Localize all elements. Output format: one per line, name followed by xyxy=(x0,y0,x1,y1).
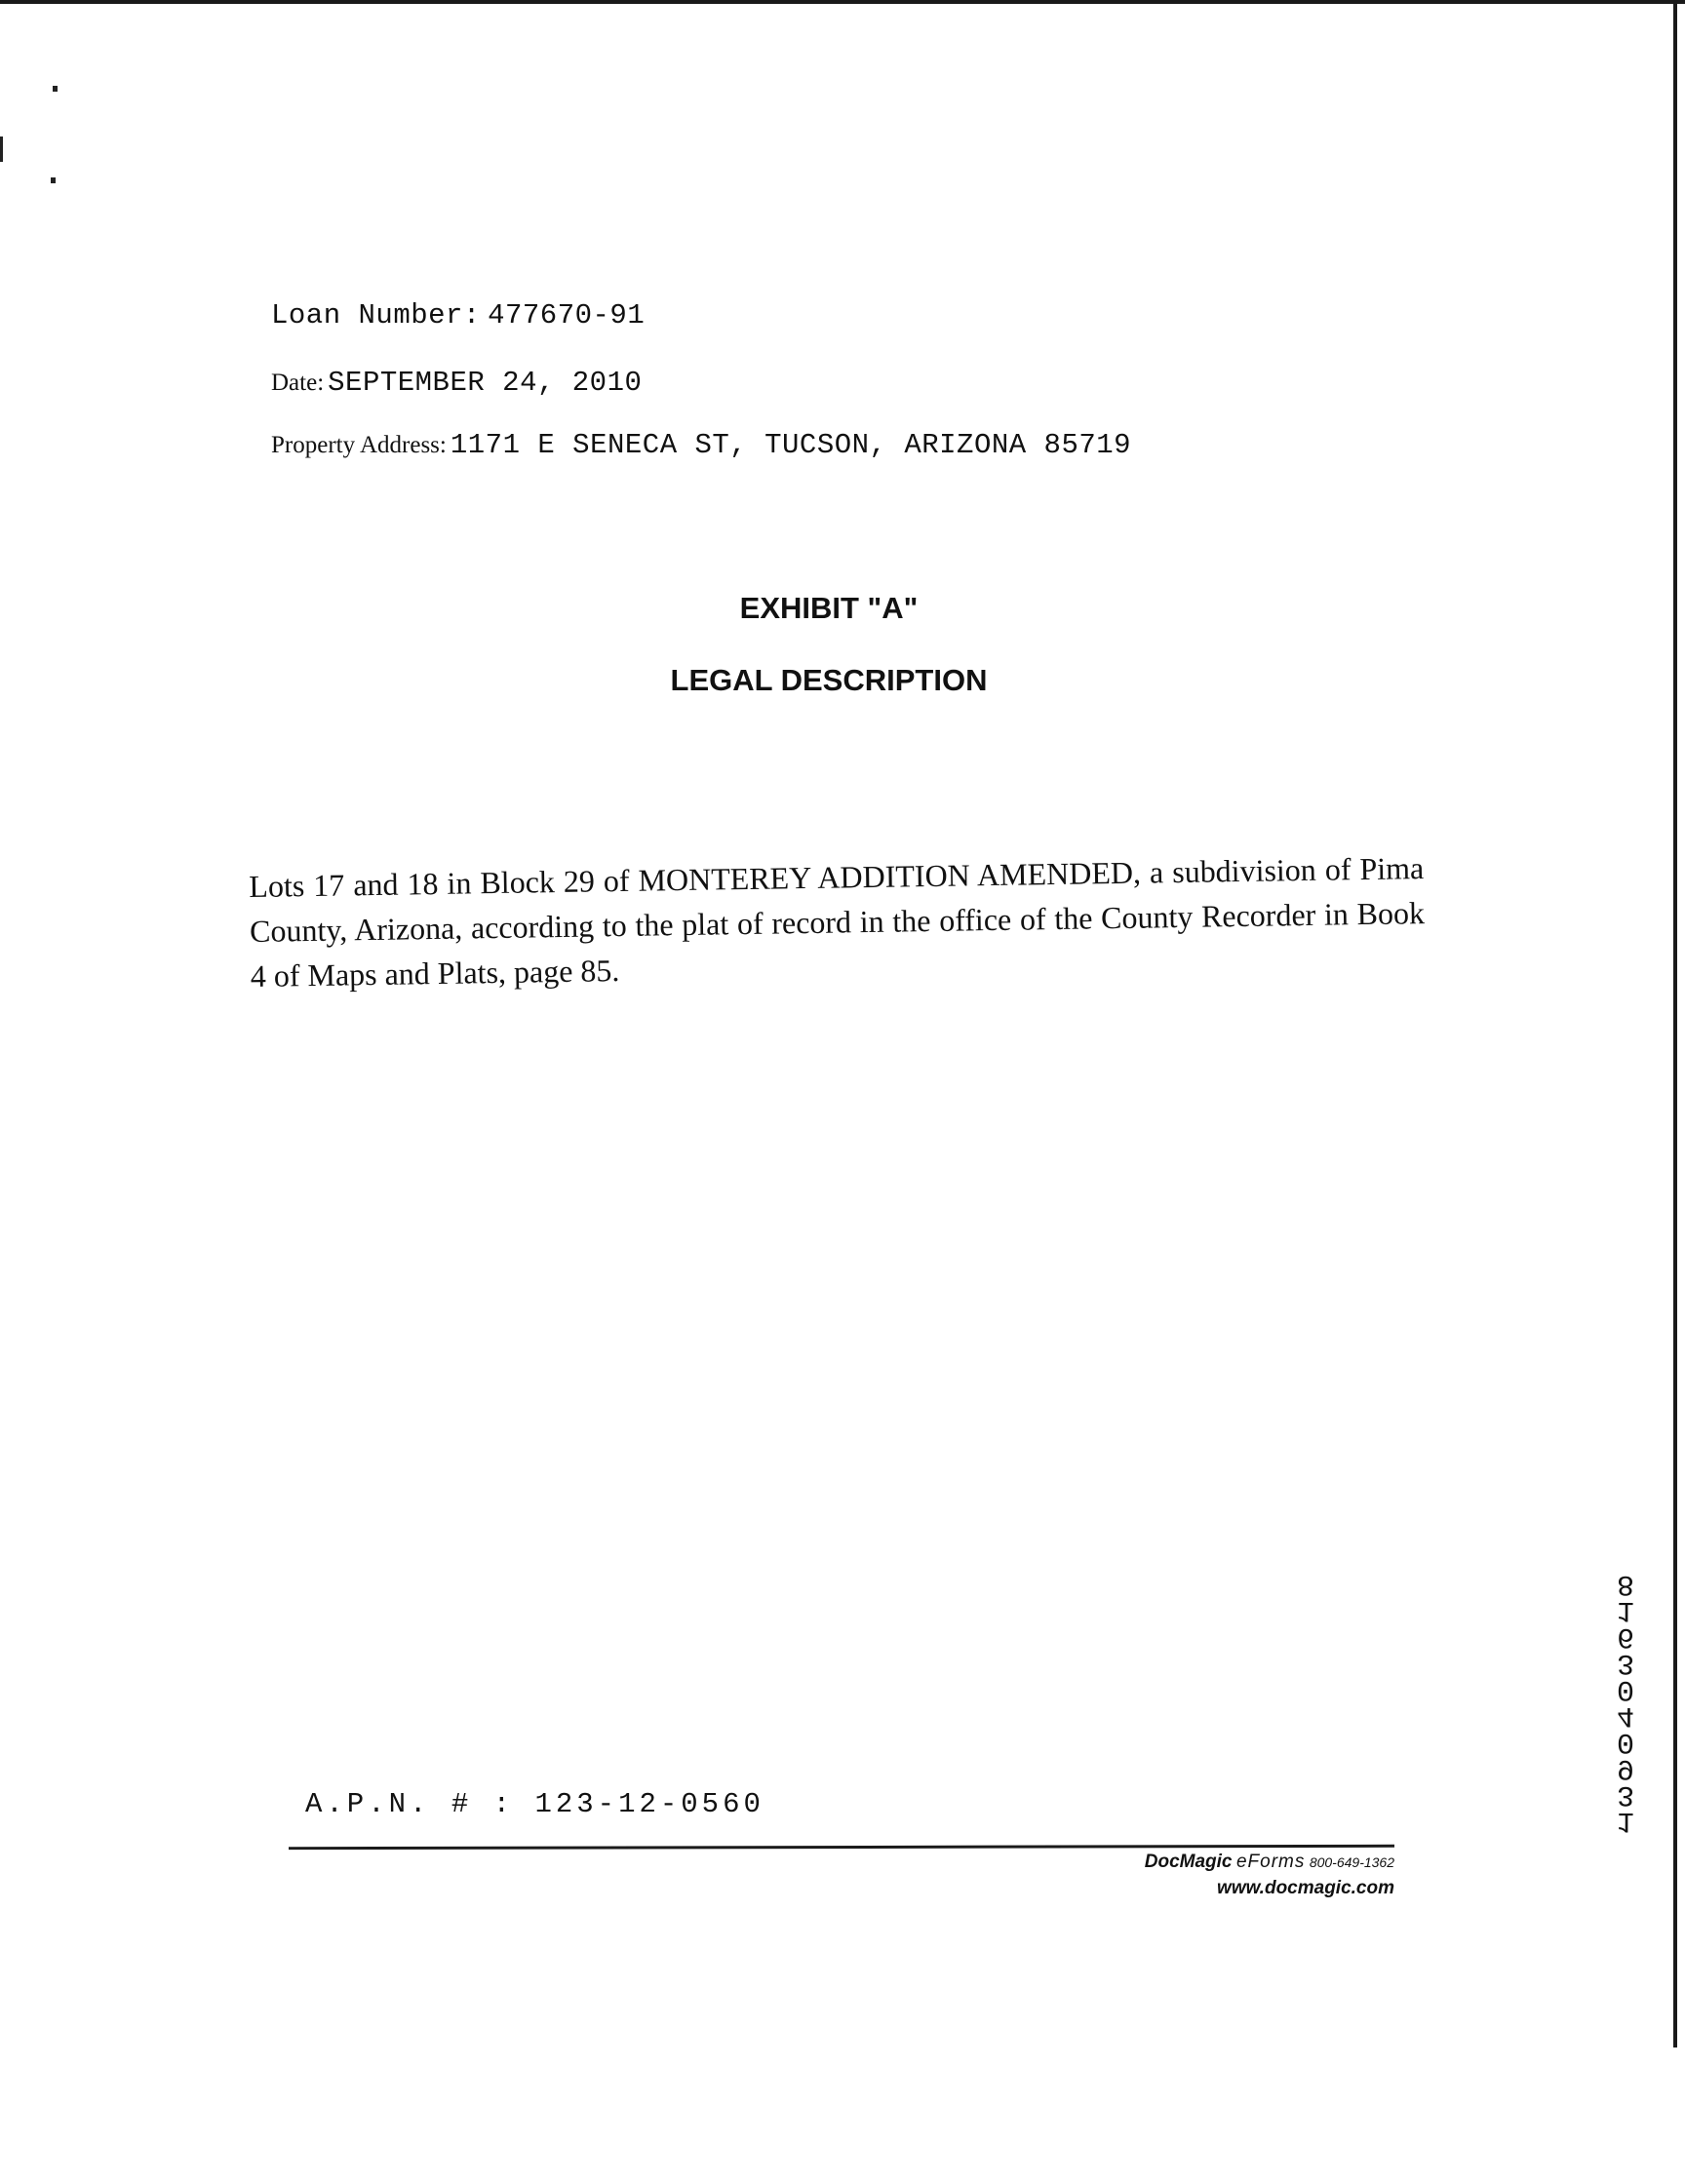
docmagic-brand-name: DocMagic xyxy=(1144,1852,1233,1872)
property-address-value: 1171 E SENECA ST, TUCSON, ARIZONA 85719 xyxy=(450,429,1132,461)
exhibit-heading: EXHIBIT "A" xyxy=(739,591,919,625)
docmagic-phone: 800-649-1362 xyxy=(1309,1854,1394,1870)
apn-label: A.P.N. # xyxy=(305,1788,473,1820)
loan-number-line xyxy=(271,298,645,332)
scan-border-right xyxy=(1673,0,1677,2048)
date-label: Date: xyxy=(271,370,325,396)
scan-speck xyxy=(0,136,3,162)
legal-description-text: Lots 17 and 18 in Block 29 of MONTEREY ADDITION AMENDED, a subdivision of Pima County, Arizona, according to the plat of record in the office of the County Recorder in Book 4 of Maps and Plats, page 85. xyxy=(249,850,1426,994)
docmagic-url: www.docmagic.com xyxy=(1217,1878,1394,1898)
docmagic-eforms-logo: eForms xyxy=(1235,1852,1306,1872)
legal-description-heading: LEGAL DESCRIPTION xyxy=(670,663,988,697)
scan-border-top xyxy=(0,0,1685,4)
recording-number-vertical: 13904 03618 xyxy=(1616,1567,1653,1837)
property-address-line xyxy=(271,429,1131,461)
loan-number-label: Loan Number: xyxy=(271,299,481,332)
apn-value: 123-12-0560 xyxy=(534,1788,764,1820)
scan-speck xyxy=(51,177,56,183)
apn-line: A.P.N. # : 123-12-0560 xyxy=(305,1788,764,1820)
scan-speck xyxy=(53,86,58,92)
date-value: SEPTEMBER 24, 2010 xyxy=(328,367,643,399)
property-address-label: Property Address: xyxy=(271,432,447,458)
loan-number-value: 477670-91 xyxy=(488,299,646,332)
date-line xyxy=(271,367,642,399)
docmagic-footer xyxy=(1145,1850,1394,1901)
